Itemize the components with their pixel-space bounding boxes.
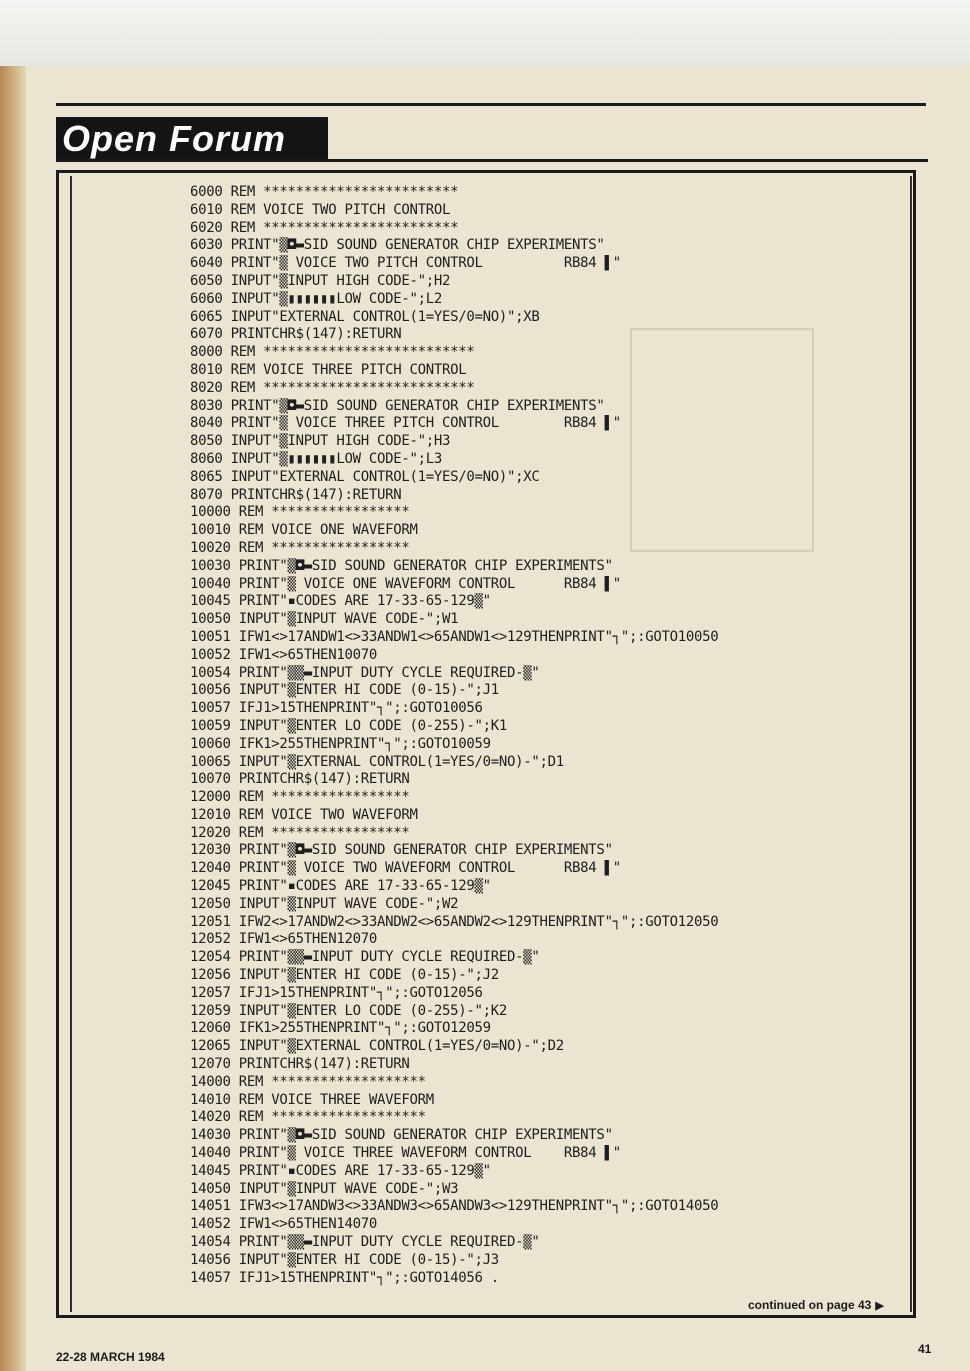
- code-line: 10000 REM *****************: [190, 504, 410, 521]
- scan-margin-top: [0, 0, 970, 66]
- code-line: 10010 REM VOICE ONE WAVEFORM: [190, 522, 418, 539]
- code-line: 6020 REM ************************: [190, 219, 459, 236]
- page-number: 41: [918, 1342, 932, 1356]
- issue-date: 22-28 MARCH 1984: [56, 1350, 165, 1364]
- code-line: 12051 IFW2<>17ANDW2<>33ANDW2<>65ANDW2<>129THENPRINT"┐";:GOTO12050: [190, 913, 719, 930]
- code-line: 10052 IFW1<>65THEN10070: [190, 646, 377, 663]
- code-line: 12000 REM *****************: [190, 789, 410, 806]
- basic-program-listing: [190, 184, 910, 1287]
- code-line: 8070 PRINTCHR$(147):RETURN: [190, 486, 402, 503]
- code-line: 14045 PRINT"▪CODES ARE 17-33-65-129▒": [190, 1162, 491, 1179]
- code-line: 10020 REM *****************: [190, 539, 410, 556]
- code-line: 12030 PRINT"▒◘▬SID SOUND GENERATOR CHIP EXPERIMENTS": [190, 842, 613, 859]
- code-line: 12045 PRINT"▪CODES ARE 17-33-65-129▒": [190, 878, 491, 895]
- code-line: 12054 PRINT"▒▒▬INPUT DUTY CYCLE REQUIRED-▒": [190, 949, 540, 966]
- code-line: 10065 INPUT"▒EXTERNAL CONTROL(1=YES/0=NO)-";D1: [190, 753, 564, 770]
- code-line: 10030 PRINT"▒◘▬SID SOUND GENERATOR CHIP EXPERIMENTS": [190, 557, 613, 574]
- continued-note: [748, 1298, 884, 1312]
- code-line: 6010 REM VOICE TWO PITCH CONTROL: [190, 201, 451, 218]
- code-line: 6070 PRINTCHR$(147):RETURN: [190, 326, 402, 343]
- code-line: 10070 PRINTCHR$(147):RETURN: [190, 771, 410, 788]
- code-line: 12050 INPUT"▒INPUT WAVE CODE-";W2: [190, 895, 459, 912]
- code-line: 8040 PRINT"▒ VOICE THREE PITCH CONTROL RB84 ▌": [190, 415, 621, 432]
- code-line: 8050 INPUT"▒INPUT HIGH CODE-";H3: [190, 433, 451, 450]
- code-line: 8000 REM **************************: [190, 344, 475, 361]
- code-line: 14054 PRINT"▒▒▬INPUT DUTY CYCLE REQUIRED-▒": [190, 1234, 540, 1251]
- code-line: 14057 IFJ1>15THENPRINT"┐";:GOTO14056 .: [190, 1269, 499, 1286]
- code-line: 10057 IFJ1>15THENPRINT"┐";:GOTO10056: [190, 700, 483, 717]
- code-line: 6050 INPUT"▒INPUT HIGH CODE-";H2: [190, 272, 451, 289]
- code-line: 14000 REM *******************: [190, 1073, 426, 1090]
- code-line: 8030 PRINT"▒◘▬SID SOUND GENERATOR CHIP EXPERIMENTS": [190, 397, 605, 414]
- section-title: Open Forum: [62, 118, 286, 159]
- code-line: 8060 INPUT"▒▮▮▮▮▮▮LOW CODE-";L3: [190, 450, 442, 467]
- page-gutter: [0, 66, 26, 1371]
- code-line: 6065 INPUT"EXTERNAL CONTROL(1=YES/0=NO)";XB: [190, 308, 540, 325]
- code-line: 10060 IFK1>255THENPRINT"┐";:GOTO10059: [190, 735, 491, 752]
- code-line: 10054 PRINT"▒▒▬INPUT DUTY CYCLE REQUIRED-▒": [190, 664, 540, 681]
- code-line: 14030 PRINT"▒◘▬SID SOUND GENERATOR CHIP EXPERIMENTS": [190, 1127, 613, 1144]
- code-line: 6000 REM ************************: [190, 184, 459, 200]
- code-line: 12070 PRINTCHR$(147):RETURN: [190, 1056, 410, 1073]
- code-line: 6040 PRINT"▒ VOICE TWO PITCH CONTROL RB84 ▌": [190, 255, 621, 272]
- code-line: 12020 REM *****************: [190, 824, 410, 841]
- code-line: 6030 PRINT"▒◘▬SID SOUND GENERATOR CHIP EXPERIMENTS": [190, 237, 605, 254]
- code-line: 12052 IFW1<>65THEN12070: [190, 931, 377, 948]
- code-line: 10056 INPUT"▒ENTER HI CODE (0-15)-";J1: [190, 682, 499, 699]
- code-line: 8020 REM **************************: [190, 379, 475, 396]
- code-line: 12060 IFK1>255THENPRINT"┐";:GOTO12059: [190, 1020, 491, 1037]
- triangle-right-icon: ▶: [875, 1300, 884, 1312]
- continued-text: continued on page 43: [748, 1298, 872, 1312]
- code-line: 12056 INPUT"▒ENTER HI CODE (0-15)-";J2: [190, 967, 499, 984]
- code-line: 10040 PRINT"▒ VOICE ONE WAVEFORM CONTROL RB84 ▌": [190, 575, 621, 592]
- code-line: 14040 PRINT"▒ VOICE THREE WAVEFORM CONTROL RB84 ▌": [190, 1145, 621, 1162]
- code-line: 14052 IFW1<>65THEN14070: [190, 1216, 377, 1233]
- code-line: 12059 INPUT"▒ENTER LO CODE (0-255)-";K2: [190, 1002, 508, 1019]
- code-line: 8010 REM VOICE THREE PITCH CONTROL: [190, 361, 467, 378]
- code-line: 14050 INPUT"▒INPUT WAVE CODE-";W3: [190, 1180, 459, 1197]
- section-banner: [56, 117, 328, 161]
- header-rule: [56, 159, 928, 162]
- top-rule: [56, 103, 926, 106]
- listing-frame-inner-left: [70, 176, 72, 1312]
- code-line: 6060 INPUT"▒▮▮▮▮▮▮LOW CODE-";L2: [190, 290, 442, 307]
- listing-frame-inner-right: [910, 176, 912, 1312]
- code-line: 12040 PRINT"▒ VOICE TWO WAVEFORM CONTROL RB84 ▌": [190, 860, 621, 877]
- code-line: 10050 INPUT"▒INPUT WAVE CODE-";W1: [190, 611, 459, 628]
- code-line: 10051 IFW1<>17ANDW1<>33ANDW1<>65ANDW1<>129THENPRINT"┐";:GOTO10050: [190, 628, 719, 645]
- code-line: 10059 INPUT"▒ENTER LO CODE (0-255)-";K1: [190, 717, 508, 734]
- code-line: 14010 REM VOICE THREE WAVEFORM: [190, 1091, 434, 1108]
- code-line: 12010 REM VOICE TWO WAVEFORM: [190, 806, 418, 823]
- code-line: 14056 INPUT"▒ENTER HI CODE (0-15)-";J3: [190, 1251, 499, 1268]
- code-line: 12057 IFJ1>15THENPRINT"┐";:GOTO12056: [190, 984, 483, 1001]
- code-line: 8065 INPUT"EXTERNAL CONTROL(1=YES/0=NO)";XC: [190, 468, 540, 485]
- code-line: 14020 REM *******************: [190, 1109, 426, 1126]
- code-line: 14051 IFW3<>17ANDW3<>33ANDW3<>65ANDW3<>129THENPRINT"┐";:GOTO14050: [190, 1198, 719, 1215]
- code-line: 12065 INPUT"▒EXTERNAL CONTROL(1=YES/0=NO)-";D2: [190, 1038, 564, 1055]
- code-line: 10045 PRINT"▪CODES ARE 17-33-65-129▒": [190, 593, 491, 610]
